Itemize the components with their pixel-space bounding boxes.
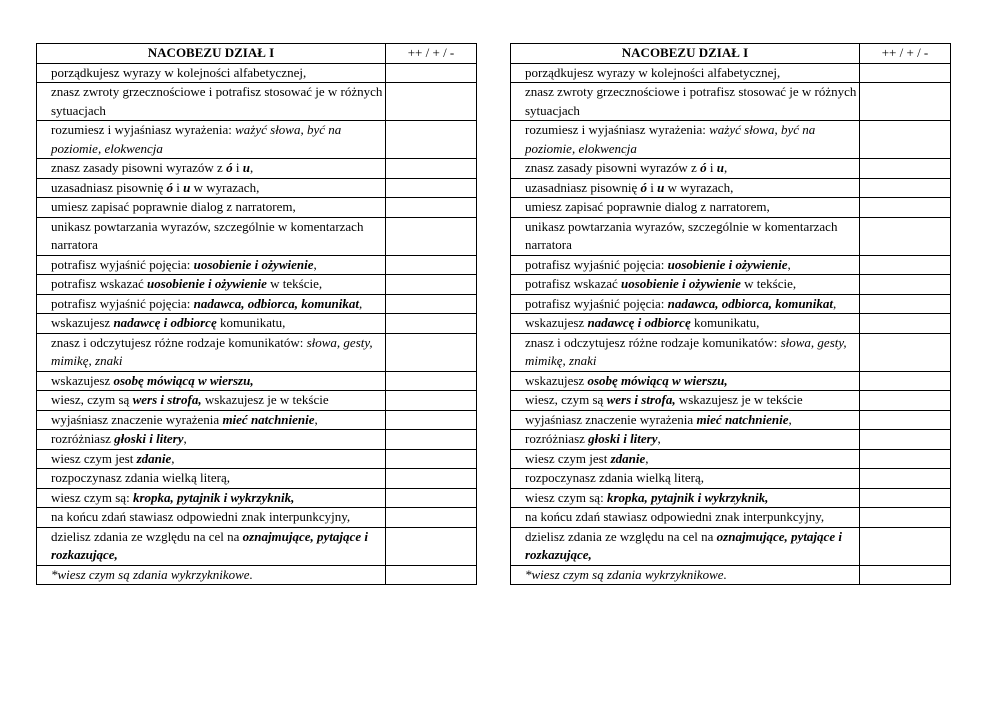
criterion-text: na końcu zdań stawiasz odpowiedni znak interpunkcyjny, xyxy=(511,508,860,528)
checklist-row xyxy=(37,410,477,430)
self-assessment-cell[interactable] xyxy=(860,371,951,391)
criterion-text: potrafisz wyjaśnić pojęcia: uosobienie i ożywienie, xyxy=(511,255,860,275)
checklist-row xyxy=(37,469,477,489)
criterion-text: unikasz powtarzania wyrazów, szczególnie w komentarzach narratora xyxy=(37,217,386,255)
checklist-row xyxy=(37,371,477,391)
header-row xyxy=(37,44,477,64)
self-assessment-cell[interactable] xyxy=(386,391,477,411)
checklist-row xyxy=(511,275,951,295)
criterion-text: dzielisz zdania ze względu na cel na oznajmujące, pytające i rozkazujące, xyxy=(37,527,386,565)
self-assessment-cell[interactable] xyxy=(860,410,951,430)
self-assessment-cell[interactable] xyxy=(386,83,477,121)
checklist-right xyxy=(510,43,951,585)
checklist-row xyxy=(37,275,477,295)
checklist-row xyxy=(511,449,951,469)
checklist-row xyxy=(511,83,951,121)
checklist-row xyxy=(511,294,951,314)
self-assessment-cell[interactable] xyxy=(860,178,951,198)
checklist-row xyxy=(511,314,951,334)
checklist-row xyxy=(37,121,477,159)
table-title: NACOBEZU DZIAŁ I xyxy=(511,44,860,64)
self-assessment-cell[interactable] xyxy=(860,121,951,159)
criterion-text: wiesz czym są: kropka, pytajnik i wykrzyknik, xyxy=(511,488,860,508)
self-assessment-cell[interactable] xyxy=(386,430,477,450)
criterion-text: potrafisz wskazać uosobienie i ożywienie w tekście, xyxy=(511,275,860,295)
checklist-row xyxy=(511,63,951,83)
checklist-row xyxy=(37,159,477,179)
self-assessment-cell[interactable] xyxy=(860,449,951,469)
self-assessment-cell[interactable] xyxy=(386,178,477,198)
checklist-table xyxy=(510,43,951,585)
self-assessment-cell[interactable] xyxy=(860,527,951,565)
criterion-text: wyjaśniasz znaczenie wyrażenia mieć natchnienie, xyxy=(37,410,386,430)
checklist-row xyxy=(511,198,951,218)
self-assessment-cell[interactable] xyxy=(386,410,477,430)
self-assessment-cell[interactable] xyxy=(386,255,477,275)
checklist-row xyxy=(37,198,477,218)
self-assessment-cell[interactable] xyxy=(860,255,951,275)
checklist-row xyxy=(37,391,477,411)
self-assessment-cell[interactable] xyxy=(860,469,951,489)
self-assessment-cell[interactable] xyxy=(386,121,477,159)
self-assessment-cell[interactable] xyxy=(386,488,477,508)
criterion-text: uzasadniasz pisownię ó i u w wyrazach, xyxy=(511,178,860,198)
self-assessment-cell[interactable] xyxy=(860,294,951,314)
checklist-row xyxy=(37,83,477,121)
criterion-text: uzasadniasz pisownię ó i u w wyrazach, xyxy=(37,178,386,198)
checklist-row xyxy=(511,469,951,489)
checklist-row xyxy=(37,565,477,585)
self-assessment-cell[interactable] xyxy=(860,333,951,371)
criterion-text: wskazujesz osobę mówiącą w wierszu, xyxy=(511,371,860,391)
criterion-text: wskazujesz nadawcę i odbiorcę komunikatu, xyxy=(511,314,860,334)
checklist-row xyxy=(37,294,477,314)
self-assessment-cell[interactable] xyxy=(386,449,477,469)
self-assessment-cell[interactable] xyxy=(386,63,477,83)
self-assessment-cell[interactable] xyxy=(386,294,477,314)
self-assessment-cell[interactable] xyxy=(860,198,951,218)
checklist-row xyxy=(37,449,477,469)
criterion-text: *wiesz czym są zdania wykrzyknikowe. xyxy=(37,565,386,585)
checklist-row xyxy=(511,410,951,430)
criterion-text: dzielisz zdania ze względu na cel na oznajmujące, pytające i rozkazujące, xyxy=(511,527,860,565)
criterion-text: potrafisz wskazać uosobienie i ożywienie w tekście, xyxy=(37,275,386,295)
criterion-text: wiesz czym jest zdanie, xyxy=(37,449,386,469)
criterion-text: na końcu zdań stawiasz odpowiedni znak interpunkcyjny, xyxy=(37,508,386,528)
criterion-text: wskazujesz osobę mówiącą w wierszu, xyxy=(37,371,386,391)
checklist-row xyxy=(37,178,477,198)
checklist-row xyxy=(511,217,951,255)
self-assessment-cell[interactable] xyxy=(860,565,951,585)
criterion-text: znasz zwroty grzecznościowe i potrafisz stosować je w różnych sytuacjach xyxy=(511,83,860,121)
checklist-row xyxy=(511,391,951,411)
mark-column-header: ++ / + / - xyxy=(386,44,477,64)
criterion-text: potrafisz wyjaśnić pojęcia: uosobienie i ożywienie, xyxy=(37,255,386,275)
self-assessment-cell[interactable] xyxy=(386,314,477,334)
checklist-table xyxy=(36,43,477,585)
criterion-text: rozróżniasz głoski i litery, xyxy=(37,430,386,450)
self-assessment-cell[interactable] xyxy=(860,83,951,121)
criterion-text: wyjaśniasz znaczenie wyrażenia mieć natchnienie, xyxy=(511,410,860,430)
checklist-left xyxy=(36,43,477,585)
self-assessment-cell[interactable] xyxy=(860,159,951,179)
checklist-row xyxy=(511,121,951,159)
checklist-row xyxy=(37,217,477,255)
self-assessment-cell[interactable] xyxy=(386,159,477,179)
criterion-text: rozumiesz i wyjaśniasz wyrażenia: ważyć słowa, być na poziomie, elokwencja xyxy=(511,121,860,159)
checklist-row xyxy=(37,430,477,450)
criterion-text: znasz zasady pisowni wyrazów z ó i u, xyxy=(511,159,860,179)
checklist-row xyxy=(511,527,951,565)
criterion-text: wiesz czym są: kropka, pytajnik i wykrzyknik, xyxy=(37,488,386,508)
checklist-row xyxy=(37,488,477,508)
checklist-row xyxy=(37,527,477,565)
criterion-text: umiesz zapisać poprawnie dialog z narratorem, xyxy=(511,198,860,218)
self-assessment-cell[interactable] xyxy=(860,217,951,255)
criterion-text: umiesz zapisać poprawnie dialog z narratorem, xyxy=(37,198,386,218)
self-assessment-cell[interactable] xyxy=(386,469,477,489)
mark-column-header: ++ / + / - xyxy=(860,44,951,64)
self-assessment-cell[interactable] xyxy=(386,333,477,371)
self-assessment-cell[interactable] xyxy=(860,430,951,450)
header-row xyxy=(511,44,951,64)
self-assessment-cell[interactable] xyxy=(860,391,951,411)
criterion-text: znasz i odczytujesz różne rodzaje komunikatów: słowa, gesty, mimikę, znaki xyxy=(511,333,860,371)
checklist-row xyxy=(511,178,951,198)
self-assessment-cell[interactable] xyxy=(386,565,477,585)
checklist-row xyxy=(511,333,951,371)
self-assessment-cell[interactable] xyxy=(860,275,951,295)
criterion-text: potrafisz wyjaśnić pojęcia: nadawca, odbiorca, komunikat, xyxy=(37,294,386,314)
checklist-row xyxy=(511,488,951,508)
checklist-row xyxy=(37,255,477,275)
self-assessment-cell[interactable] xyxy=(386,527,477,565)
checklist-row xyxy=(37,333,477,371)
criterion-text: potrafisz wyjaśnić pojęcia: nadawca, odbiorca, komunikat, xyxy=(511,294,860,314)
self-assessment-cell[interactable] xyxy=(386,371,477,391)
checklist-row xyxy=(511,565,951,585)
criterion-text: wiesz, czym są wers i strofa, wskazujesz je w tekście xyxy=(37,391,386,411)
criterion-text: wiesz czym jest zdanie, xyxy=(511,449,860,469)
criterion-text: porządkujesz wyrazy w kolejności alfabetycznej, xyxy=(37,63,386,83)
checklist-row xyxy=(511,255,951,275)
self-assessment-cell[interactable] xyxy=(386,198,477,218)
checklist-row xyxy=(511,159,951,179)
criterion-text: rozumiesz i wyjaśniasz wyrażenia: ważyć słowa, być na poziomie, elokwencja xyxy=(37,121,386,159)
self-assessment-cell[interactable] xyxy=(860,508,951,528)
self-assessment-cell[interactable] xyxy=(386,508,477,528)
criterion-text: rozróżniasz głoski i litery, xyxy=(511,430,860,450)
checklist-row xyxy=(511,371,951,391)
checklist-row xyxy=(37,314,477,334)
self-assessment-cell[interactable] xyxy=(386,217,477,255)
criterion-text: unikasz powtarzania wyrazów, szczególnie w komentarzach narratora xyxy=(511,217,860,255)
table-title: NACOBEZU DZIAŁ I xyxy=(37,44,386,64)
criterion-text: wskazujesz nadawcę i odbiorcę komunikatu, xyxy=(37,314,386,334)
checklist-row xyxy=(37,63,477,83)
self-assessment-cell[interactable] xyxy=(860,314,951,334)
criterion-text: *wiesz czym są zdania wykrzyknikowe. xyxy=(511,565,860,585)
criterion-text: znasz i odczytujesz różne rodzaje komunikatów: słowa, gesty, mimikę, znaki xyxy=(37,333,386,371)
self-assessment-cell[interactable] xyxy=(860,63,951,83)
criterion-text: porządkujesz wyrazy w kolejności alfabetycznej, xyxy=(511,63,860,83)
self-assessment-cell[interactable] xyxy=(860,488,951,508)
criterion-text: wiesz, czym są wers i strofa, wskazujesz je w tekście xyxy=(511,391,860,411)
self-assessment-cell[interactable] xyxy=(386,275,477,295)
criterion-text: znasz zasady pisowni wyrazów z ó i u, xyxy=(37,159,386,179)
checklist-row xyxy=(511,508,951,528)
criterion-text: znasz zwroty grzecznościowe i potrafisz stosować je w różnych sytuacjach xyxy=(37,83,386,121)
checklist-row xyxy=(511,430,951,450)
criterion-text: rozpoczynasz zdania wielką literą, xyxy=(511,469,860,489)
checklist-row xyxy=(37,508,477,528)
criterion-text: rozpoczynasz zdania wielką literą, xyxy=(37,469,386,489)
